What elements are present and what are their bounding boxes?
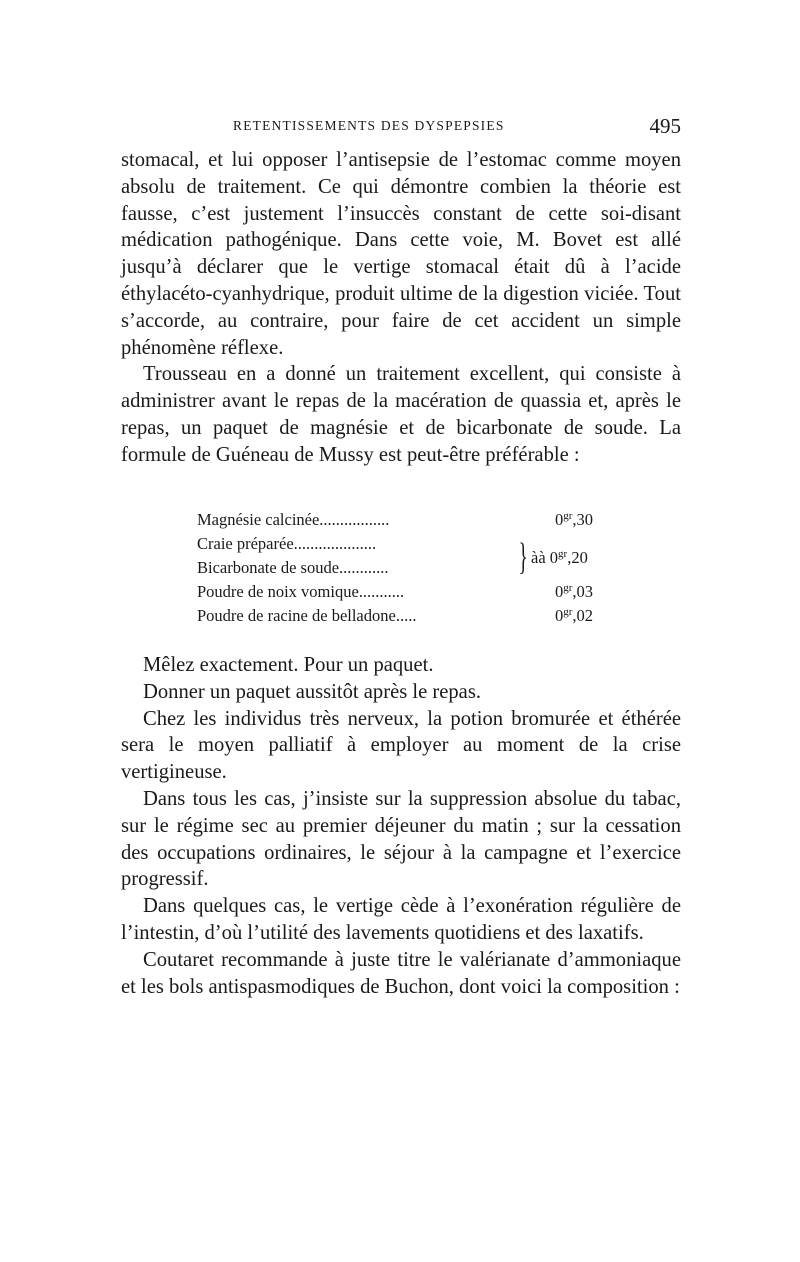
prescription-formula bbox=[197, 510, 617, 630]
main-text bbox=[121, 147, 681, 469]
brace-mark: } bbox=[518, 536, 528, 578]
page-number: 495 bbox=[649, 114, 681, 138]
paragraph-intestine: Dans quelques cas, le vertige cède à l’exonération régulière de l’intestin, d’où l’utilité des lavements quotidiens et des laxatifs. bbox=[121, 895, 681, 944]
ingredient-name: Poudre de noix vomique........... bbox=[197, 582, 405, 601]
page-header bbox=[121, 114, 681, 138]
main-text-continued bbox=[121, 652, 681, 1000]
paragraph-nervous: Chez les individus très nerveux, la potion bromurée et éthérée sera le moyen palliatif à employer au moment de la crise vertigineuse. bbox=[121, 707, 681, 784]
ingredient-name: Poudre de racine de belladone..... bbox=[197, 606, 417, 625]
ingredient-name: Bicarbonate de soude............ bbox=[197, 558, 389, 577]
paragraph-coutaret: Coutaret recommande à juste titre le valérianate d’ammoniaque et les bols antispasmodiques de Buchon, dont voici la composition : bbox=[121, 948, 681, 998]
ingredient-name: Craie préparée.................... bbox=[197, 534, 377, 553]
paragraph-continued: stomacal, et lui opposer l’antisepsie de l’estomac comme moyen absolu de traitement. Ce qui démontre combien la théorie est fausse, c’est justement l’insuccès constant de cette soi-disant médication pathogénique. Dans cette voie, M. Bovet est allé jusqu’à déclarer que le vertige stomacal était dû à l’acide éthylacéto-cyanhydrique, produit ultime de la digestion viciée. Tout s’accorde, au contraire, pour faire de cet accident un simple phénomène réflexe. bbox=[121, 149, 681, 359]
formula-row bbox=[197, 582, 617, 606]
ingredient-dose: $0^{gr},02$ bbox=[555, 606, 594, 625]
formula-group bbox=[197, 534, 617, 582]
paragraph-tobacco: Dans tous les cas, j’insiste sur la suppression absolue du tabac, sur le régime sec au premier déjeuner du matin ; sur la cessation des occupations ordinaires, le séjour à la campagne et l’exercice progressif. bbox=[121, 787, 681, 891]
ingredient-dose: $0^{gr},30$ bbox=[555, 510, 594, 529]
ingredient-dose: $0^{gr},03$ bbox=[555, 582, 594, 601]
formula-row bbox=[197, 510, 617, 534]
ingredient-name: Magnésie calcinée................. bbox=[197, 510, 390, 529]
paragraph-trousseau: Trousseau en a donné un traitement excellent, qui consiste à administrer avant le repas de la macération de quassia et, après le repas, un paquet de magnésie et de bicarbonate de soude. La formule de Guéneau de Mussy est peut-être préférable : bbox=[121, 363, 681, 466]
shared-dose: àà $0^{gr},20$ bbox=[531, 548, 588, 567]
paragraph-instruction: Donner un paquet aussitôt après le repas. bbox=[143, 680, 481, 703]
formula-row bbox=[197, 606, 617, 630]
running-title: RETENTISSEMENTS DES DYSPEPSIES bbox=[233, 118, 505, 133]
paragraph-instruction: Mêlez exactement. Pour un paquet. bbox=[143, 654, 434, 676]
